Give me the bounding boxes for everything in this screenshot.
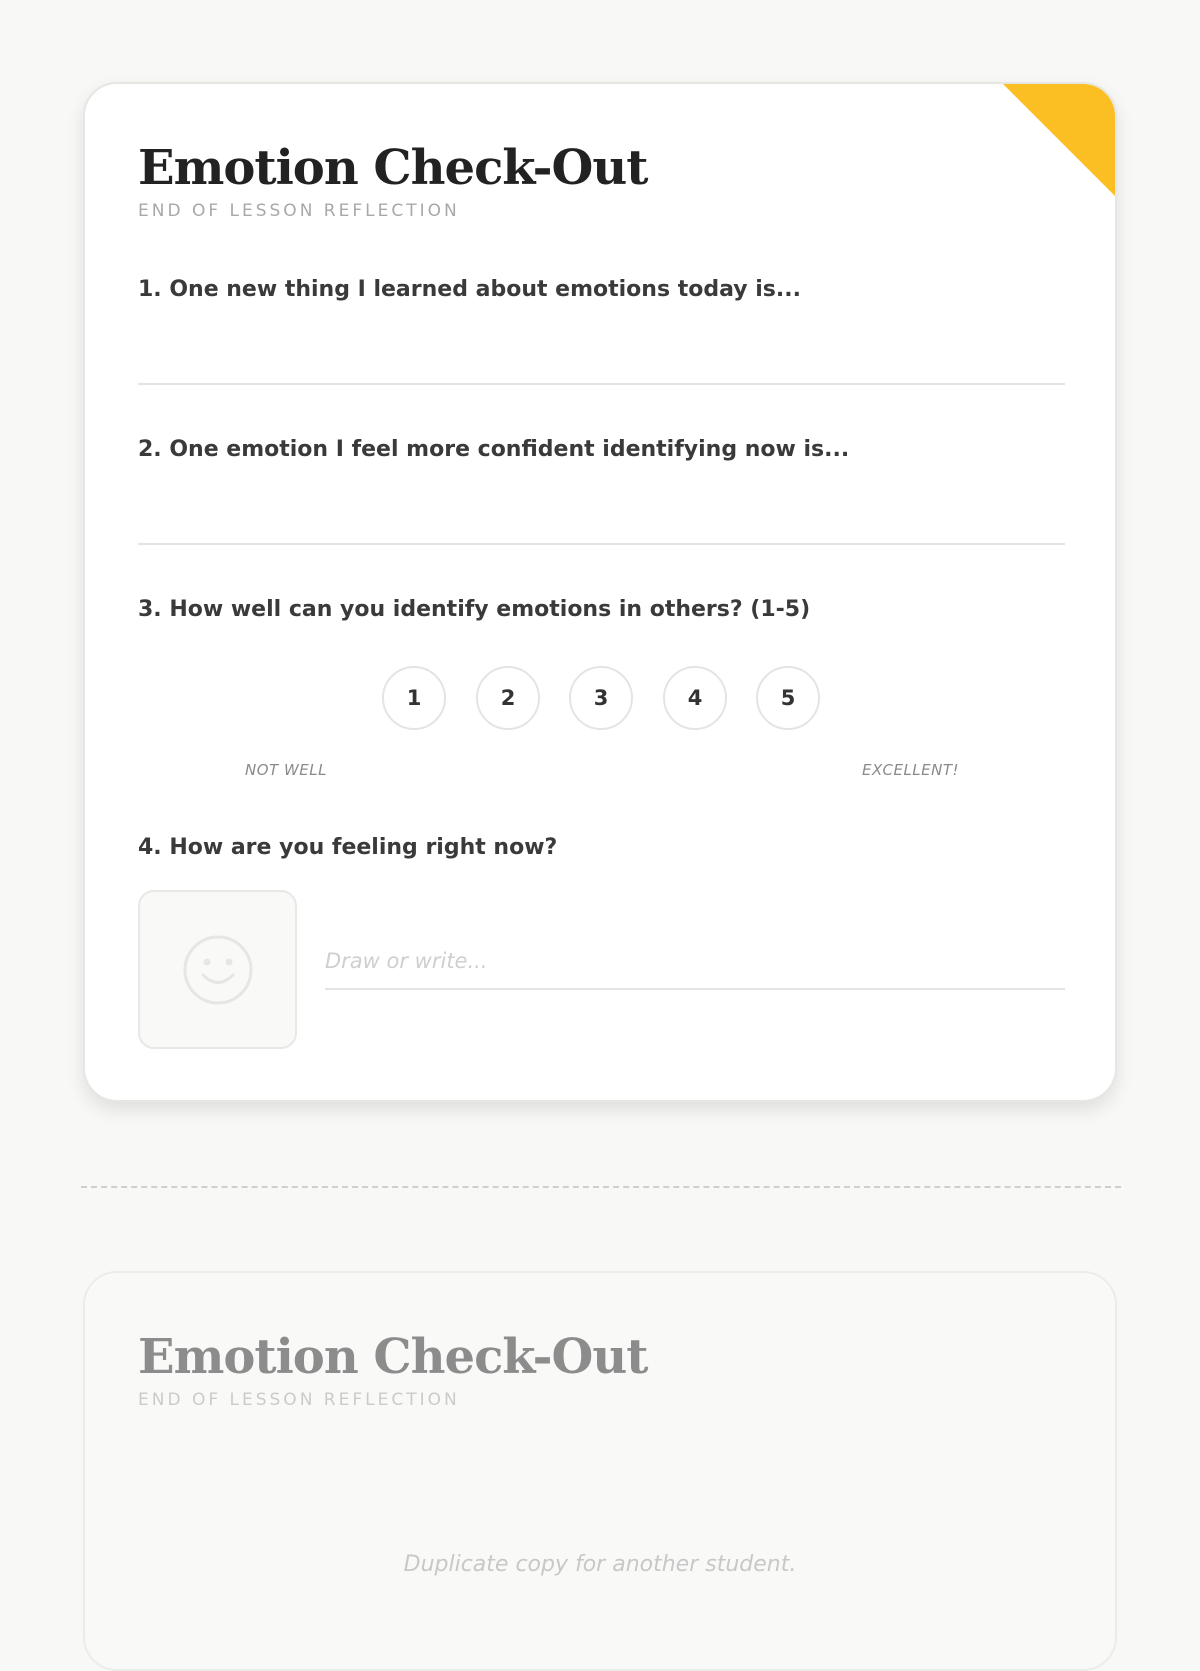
page-subtitle: END OF LESSON REFLECTION	[138, 201, 460, 221]
rating-low-label: NOT WELL	[245, 761, 327, 779]
rating-button-1[interactable]: 1	[382, 666, 446, 730]
duplicate-note: Duplicate copy for another student.	[403, 1552, 797, 1577]
mood-input[interactable]	[325, 942, 1065, 990]
rating-button-2[interactable]: 2	[476, 666, 540, 730]
answer-line-1[interactable]	[138, 383, 1065, 385]
question-2: 2. One emotion I feel more confident identifying now is...	[138, 437, 850, 462]
rating-button-4[interactable]: 4	[663, 666, 727, 730]
duplicate-subtitle: END OF LESSON REFLECTION	[138, 1390, 460, 1410]
checkout-card	[83, 82, 1117, 1102]
rating-high-label: EXCELLENT!	[862, 761, 960, 779]
question-4: 4. How are you feeling right now?	[138, 835, 558, 860]
duplicate-card	[83, 1271, 1117, 1671]
page-title: Emotion Check-Out	[138, 140, 648, 196]
answer-line-2[interactable]	[138, 543, 1065, 545]
duplicate-title: Emotion Check-Out	[138, 1329, 648, 1385]
smiley-face-icon	[182, 934, 254, 1006]
rating-button-3[interactable]: 3	[569, 666, 633, 730]
question-3: 3. How well can you identify emotions in others? (1-5)	[138, 597, 811, 622]
cut-line-divider	[81, 1186, 1121, 1188]
rating-button-5[interactable]: 5	[756, 666, 820, 730]
question-1: 1. One new thing I learned about emotions today is...	[138, 277, 801, 302]
mood-drawing-box[interactable]	[138, 890, 297, 1049]
corner-accent	[1003, 84, 1115, 196]
